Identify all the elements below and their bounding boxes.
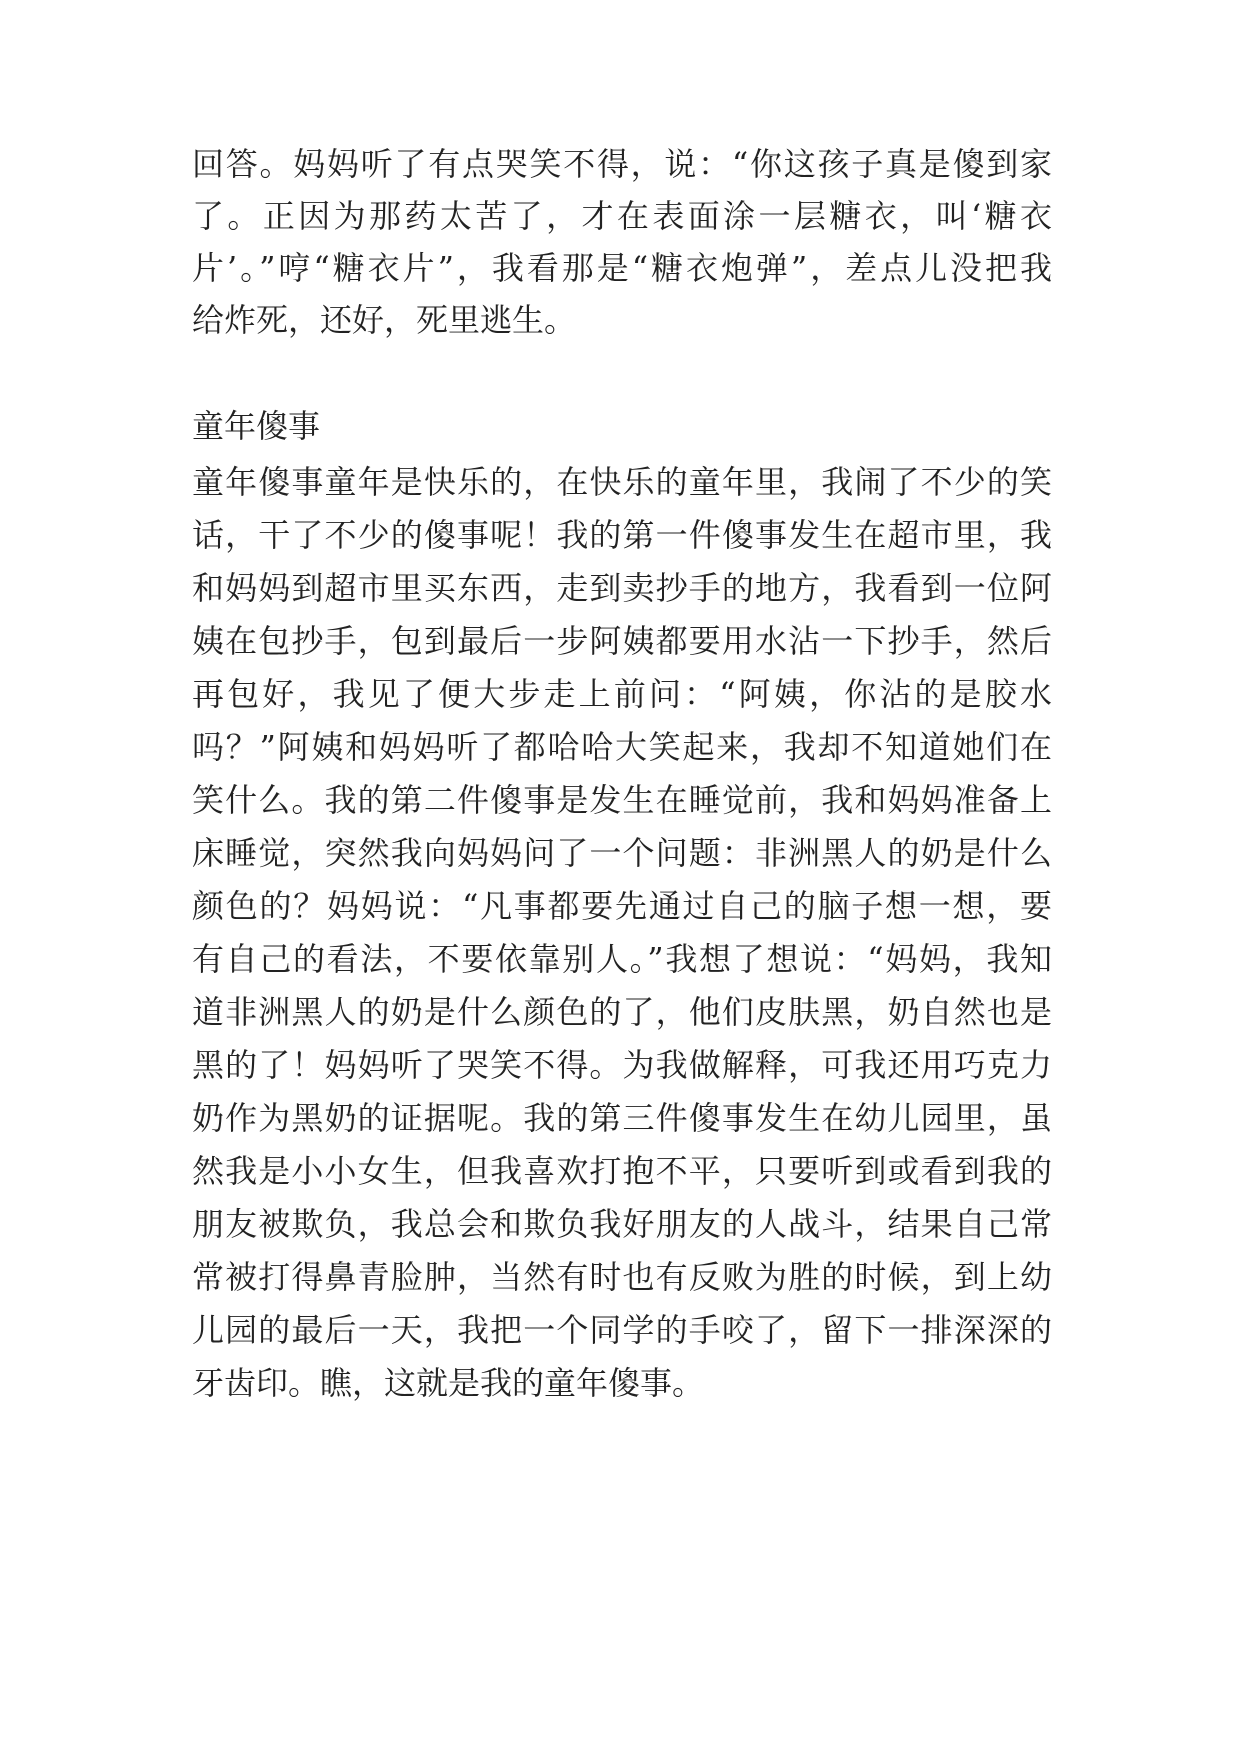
intro-line: 片’。”哼“糖衣片”，我看那是“糖衣炮弹”，差点儿没把我 bbox=[192, 249, 1052, 287]
body-line: 和妈妈到超市里买东西，走到卖抄手的地方，我看到一位阿 bbox=[192, 569, 1052, 607]
body-line: 儿园的最后一天，我把一个同学的手咬了，留下一排深深的 bbox=[192, 1311, 1052, 1349]
body-line: 话，干了不少的傻事呢！我的第一件傻事发生在超市里，我 bbox=[192, 516, 1052, 554]
intro-line: 了。正因为那药太苦了，才在表面涂一层糖衣，叫‘糖衣 bbox=[192, 197, 1052, 235]
body-line: 再包好，我见了便大步走上前问：“阿姨，你沾的是胶水 bbox=[192, 675, 1052, 713]
body-line: 姨在包抄手，包到最后一步阿姨都要用水沾一下抄手，然后 bbox=[192, 622, 1052, 660]
body-line: 吗？”阿姨和妈妈听了都哈哈大笑起来，我却不知道她们在 bbox=[192, 728, 1052, 766]
intro-line: 回答。妈妈听了有点哭笑不得，说：“你这孩子真是傻到家 bbox=[192, 145, 1052, 183]
intro-line: 给炸死，还好，死里逃生。 bbox=[192, 301, 577, 339]
section-title: 童年傻事 bbox=[192, 407, 321, 445]
body-line: 童年傻事童年是快乐的，在快乐的童年里，我闹了不少的笑 bbox=[192, 463, 1052, 501]
body-line: 奶作为黑奶的证据呢。我的第三件傻事发生在幼儿园里，虽 bbox=[192, 1099, 1052, 1137]
body-line: 常被打得鼻青脸肿，当然有时也有反败为胜的时候，到上幼 bbox=[192, 1258, 1052, 1296]
body-line: 牙齿印。瞧，这就是我的童年傻事。 bbox=[192, 1364, 705, 1402]
body-line: 黑的了！妈妈听了哭笑不得。为我做解释，可我还用巧克力 bbox=[192, 1046, 1052, 1084]
body-line: 颜色的？妈妈说：“凡事都要先通过自己的脑子想一想，要 bbox=[192, 887, 1052, 925]
body-line: 笑什么。我的第二件傻事是发生在睡觉前，我和妈妈准备上 bbox=[192, 781, 1052, 819]
body-line: 床睡觉，突然我向妈妈问了一个问题：非洲黑人的奶是什么 bbox=[192, 834, 1052, 872]
body-line: 朋友被欺负，我总会和欺负我好朋友的人战斗，结果自己常 bbox=[192, 1205, 1052, 1243]
body-line: 道非洲黑人的奶是什么颜色的了，他们皮肤黑，奶自然也是 bbox=[192, 993, 1052, 1031]
body-line: 有自己的看法，不要依靠别人。”我想了想说：“妈妈，我知 bbox=[192, 940, 1052, 978]
document-page bbox=[192, 0, 1052, 1754]
body-line: 然我是小小女生，但我喜欢打抱不平，只要听到或看到我的 bbox=[192, 1152, 1052, 1190]
